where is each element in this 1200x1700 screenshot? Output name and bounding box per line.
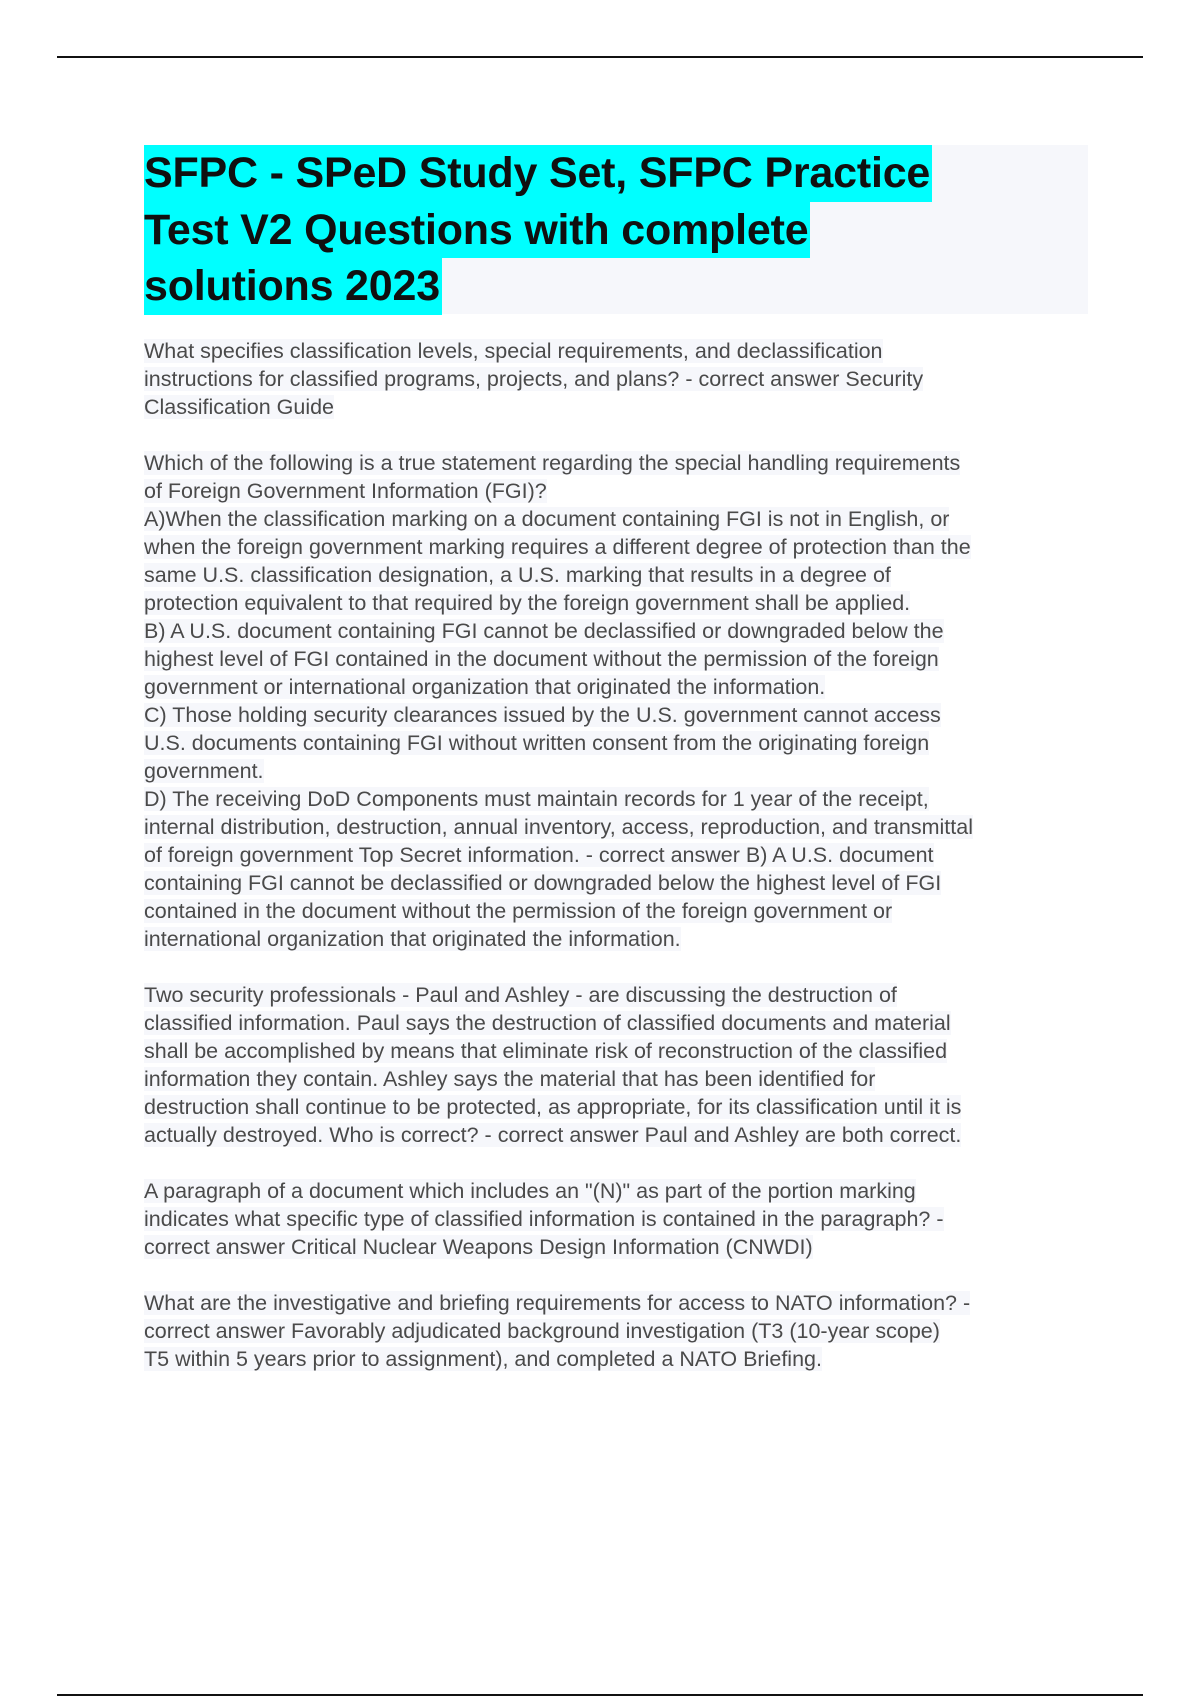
top-divider: [57, 56, 1143, 58]
qa-line: [144, 1093, 1094, 1121]
qa-line: [144, 1121, 1094, 1149]
title-line: SFPC - SPeD Study Set, SFPC Practice: [144, 145, 932, 202]
qa-line: [144, 1009, 1094, 1037]
qa-item: [144, 1177, 1094, 1261]
qa-line-text: A paragraph of a document which includes an "(N)" as part of the portion marking: [144, 1179, 916, 1203]
qa-line-text: containing FGI cannot be declassified or downgraded below the highest level of FGI: [144, 871, 942, 895]
qa-line: [144, 841, 1094, 869]
title-line: Test V2 Questions with complete: [144, 202, 810, 259]
qa-line-text: information they contain. Ashley says the material that has been identified for: [144, 1067, 876, 1091]
qa-line-text: highest level of FGI contained in the document without the permission of the foreign: [144, 647, 939, 671]
qa-line-text: What specifies classification levels, special requirements, and declassification: [144, 339, 883, 363]
qa-line: [144, 533, 1094, 561]
qa-line-text: destruction shall continue to be protected, as appropriate, for its classification until it is: [144, 1095, 962, 1119]
qa-line-text: classified information. Paul says the destruction of classified documents and material: [144, 1011, 951, 1035]
qa-line: [144, 1345, 1094, 1373]
qa-line: [144, 1233, 1094, 1261]
qa-line: [144, 1177, 1094, 1205]
qa-line: [144, 365, 1094, 393]
qa-line: [144, 645, 1094, 673]
qa-line-text: government or international organization that originated the information.: [144, 675, 826, 699]
qa-line: [144, 505, 1094, 533]
qa-list: [144, 337, 1094, 1401]
qa-line: [144, 393, 1094, 421]
qa-line: [144, 1289, 1094, 1317]
qa-line: [144, 925, 1094, 953]
qa-line: [144, 757, 1094, 785]
qa-line-text: protection equivalent to that required by the foreign government shall be applied.: [144, 591, 911, 615]
qa-line: [144, 1317, 1094, 1345]
qa-line-text: correct answer Favorably adjudicated background investigation (T3 (10-year scope): [144, 1319, 940, 1343]
qa-line-text: D) The receiving DoD Components must maintain records for 1 year of the receipt,: [144, 787, 929, 811]
qa-line-text: What are the investigative and briefing requirements for access to NATO information? -: [144, 1291, 971, 1315]
qa-line: [144, 1065, 1094, 1093]
qa-line-text: Which of the following is a true statement regarding the special handling requirements: [144, 451, 961, 475]
qa-line-text: U.S. documents containing FGI without written consent from the originating foreign: [144, 731, 930, 755]
qa-line: [144, 897, 1094, 925]
qa-line-text: same U.S. classification designation, a U.S. marking that results in a degree of: [144, 563, 891, 587]
qa-line: [144, 1037, 1094, 1065]
qa-line: [144, 589, 1094, 617]
qa-item: [144, 981, 1094, 1149]
qa-line: [144, 337, 1094, 365]
qa-line-text: government.: [144, 759, 264, 783]
qa-line-text: T5 within 5 years prior to assignment), and completed a NATO Briefing.: [144, 1347, 822, 1371]
bottom-divider: [57, 1694, 1143, 1696]
qa-item: [144, 337, 1094, 421]
qa-line-text: of foreign government Top Secret information. - correct answer B) A U.S. document: [144, 843, 934, 867]
qa-line-text: indicates what specific type of classified information is contained in the paragraph? -: [144, 1207, 944, 1231]
qa-line-text: instructions for classified programs, projects, and plans? - correct answer Security: [144, 367, 924, 391]
qa-item: [144, 449, 1094, 953]
qa-line: [144, 701, 1094, 729]
qa-line: [144, 981, 1094, 1009]
qa-line-text: C) Those holding security clearances issued by the U.S. government cannot access: [144, 703, 941, 727]
qa-line: [144, 617, 1094, 645]
qa-line-text: of Foreign Government Information (FGI)?: [144, 479, 547, 503]
qa-line-text: international organization that originated the information.: [144, 927, 681, 951]
qa-line-text: Classification Guide: [144, 395, 335, 419]
qa-line-text: contained in the document without the permission of the foreign government or: [144, 899, 893, 923]
qa-line: [144, 729, 1094, 757]
qa-line-text: correct answer Critical Nuclear Weapons Design Information (CNWDI): [144, 1235, 813, 1259]
qa-line: [144, 673, 1094, 701]
title-block: [144, 145, 1088, 314]
qa-line: [144, 1205, 1094, 1233]
qa-line-text: shall be accomplished by means that eliminate risk of reconstruction of the classified: [144, 1039, 948, 1063]
qa-line-text: actually destroyed. Who is correct? - correct answer Paul and Ashley are both correct.: [144, 1123, 962, 1147]
qa-line-text: B) A U.S. document containing FGI cannot be declassified or downgraded below the: [144, 619, 944, 643]
document-title: [144, 145, 1088, 315]
qa-line-text: Two security professionals - Paul and Ashley - are discussing the destruction of: [144, 983, 897, 1007]
qa-line: [144, 813, 1094, 841]
qa-line-text: A)When the classification marking on a document containing FGI is not in English, or: [144, 507, 950, 531]
qa-line: [144, 869, 1094, 897]
qa-line-text: internal distribution, destruction, annual inventory, access, reproduction, and transmittal: [144, 815, 973, 839]
title-line: solutions 2023: [144, 258, 442, 315]
qa-line-text: when the foreign government marking requires a different degree of protection than the: [144, 535, 971, 559]
qa-item: [144, 1289, 1094, 1373]
qa-line: [144, 785, 1094, 813]
qa-line: [144, 561, 1094, 589]
qa-line: [144, 477, 1094, 505]
qa-line: [144, 449, 1094, 477]
